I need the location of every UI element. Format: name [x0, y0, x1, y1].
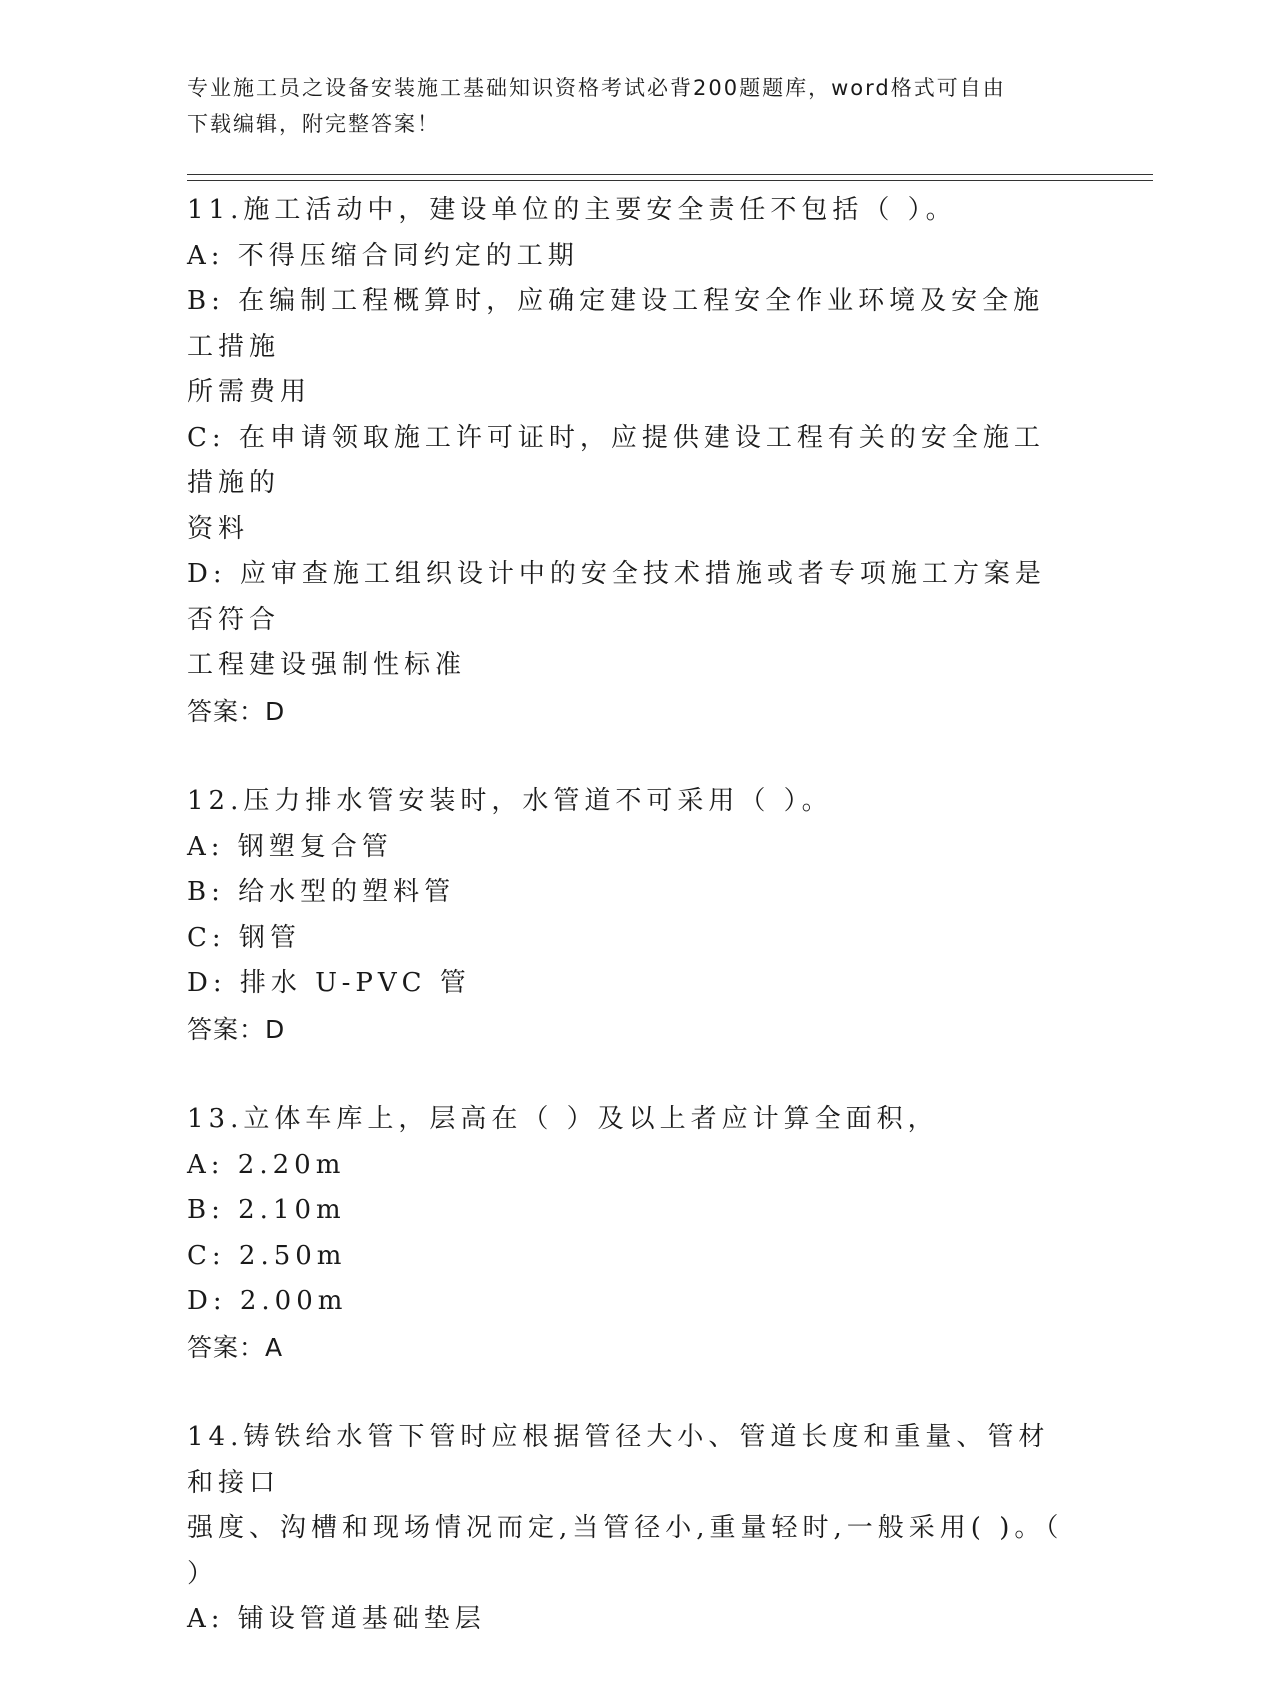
question-option: A: 铺设管道基础垫层 [187, 1604, 486, 1634]
question-answer: 答案：D [187, 696, 286, 726]
header-line-2: 下载编辑，附完整答案！ [187, 112, 440, 136]
question-option: 工程建设强制性标准 [187, 650, 467, 680]
question-option: D: 排水 U-PVC 管 [187, 968, 471, 998]
question-stem: 12.压力排水管安装时，水管道不可采用（ ）。 [187, 786, 833, 816]
question-option: A: 不得压缩合同约定的工期 [187, 240, 579, 271]
question-option: A: 钢塑复合管 [187, 831, 393, 862]
header-line-1: 专业施工员之设备安装施工基础知识资格考试必背200题题库，word格式可自由 [187, 76, 1006, 100]
question-option: C: 在申请领取施工许可证时，应提供建设工程有关的安全施工措施的 [187, 422, 1045, 498]
question-option: C: 钢管 [187, 922, 301, 953]
question-option: B: 2.10m [187, 1195, 346, 1225]
question-stem: 强度、沟槽和现场情况而定,当管径小,重量轻时,一般采用( )。（ [187, 1513, 1064, 1543]
question-answer: 答案：A [187, 1332, 284, 1362]
header-divider-top [187, 174, 1153, 175]
question-option: D: 应审查施工组织设计中的安全技术措施或者专项施工方案是否符合 [187, 559, 1046, 635]
question-stem: ） [187, 1558, 219, 1589]
document-header [187, 70, 1067, 142]
question-block [187, 1415, 1067, 1643]
question-option: A: 2.20m [187, 1149, 346, 1180]
header-divider-bottom [187, 180, 1153, 181]
question-option: D: 2.00m [187, 1286, 348, 1316]
question-option: B: 在编制工程概算时，应确定建设工程安全作业环境及安全施工措施 [187, 286, 1045, 362]
question-block [187, 188, 1067, 734]
question-stem: 13.立体车库上，层高在（ ）及以上者应计算全面积， [187, 1104, 939, 1134]
question-block [187, 1097, 1067, 1370]
question-stem: 11.施工活动中，建设单位的主要安全责任不包括（ ）。 [187, 195, 957, 225]
question-option: C: 2.50m [187, 1240, 347, 1271]
question-list [187, 188, 1067, 1688]
question-option: 资料 [187, 513, 250, 544]
question-block [187, 779, 1067, 1052]
question-answer: 答案：D [187, 1014, 286, 1044]
question-option: 所需费用 [187, 377, 312, 407]
question-option: B: 给水型的塑料管 [187, 877, 456, 907]
question-stem: 14.铸铁给水管下管时应根据管径大小、管道长度和重量、管材和接口 [187, 1422, 1050, 1498]
